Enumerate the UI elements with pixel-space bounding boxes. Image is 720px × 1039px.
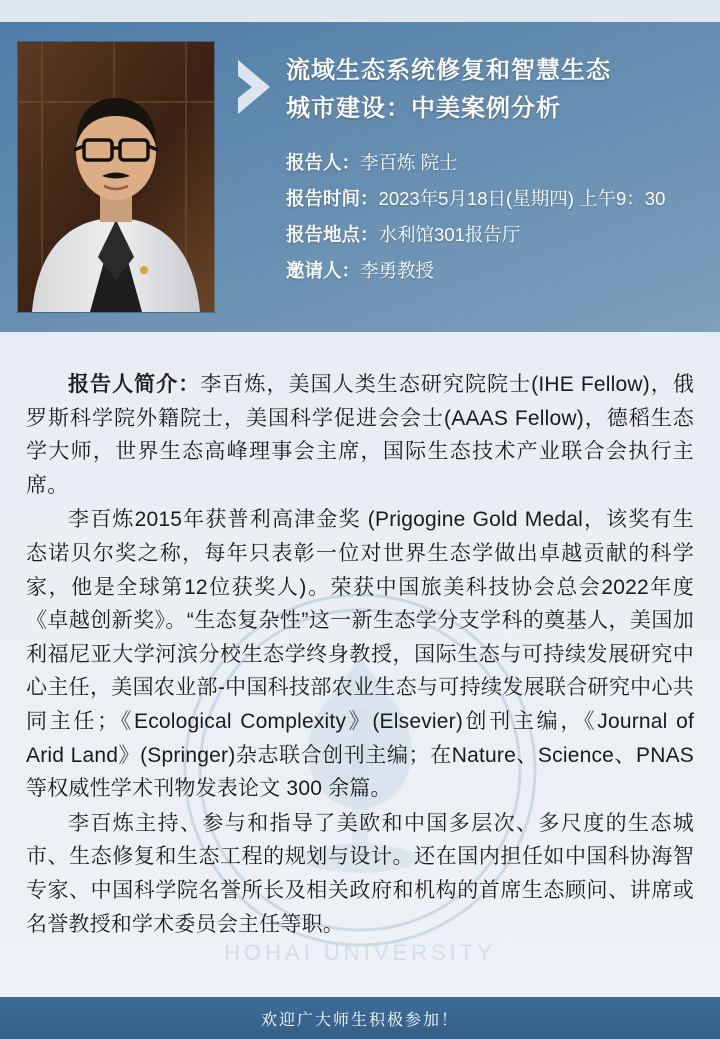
- poster-body: [0, 350, 720, 942]
- meta-value-host: 李勇教授: [360, 259, 435, 281]
- poster-header: [0, 22, 720, 332]
- poster-footer: [0, 997, 720, 1039]
- talk-meta-list: [286, 145, 702, 289]
- speaker-portrait-photo: [18, 42, 214, 312]
- bio-paragraph-2: 李百炼2015年获普利高津金奖 (Prigogine Gold Medal，该奖有生态诺贝尔奖之称，每年只表彰一位对世界生态学做出卓越贡献的科学家，他是全球第12位获奖人)。荣获中国旅美科技协会总会2022年度《卓越创新奖》。“生态复杂性”这一新生态学分支学科的奠基人，美国加利福尼亚大学河滨分校生态学终身教授，国际生态与可持续发展研究中心主任，美国农业部-中国科技部农业生态与可持续发展联合研究中心共同主任；《Ecological Complexity》(Elsevier)创刊主编，《Journal of Arid Land》(Springer)杂志联合创刊主编；在Nature、Science、PNAS等权威性学术刊物发表论文 300 余篇。: [26, 508, 694, 801]
- svg-text:HOHAI UNIVERSITY: HOHAI UNIVERSITY: [224, 940, 496, 965]
- chevron-right-icon: [232, 58, 276, 116]
- poster-title-line-2: 城市建设：中美案例分析: [286, 95, 561, 123]
- meta-row-speaker: [286, 145, 702, 181]
- meta-sep-location: ：: [360, 223, 379, 245]
- meta-row-host: [286, 253, 702, 289]
- meta-label-speaker: 报告人: [286, 151, 342, 173]
- meta-sep-speaker: ：: [341, 151, 361, 173]
- header-text-block: [228, 42, 702, 316]
- footer-text: 欢迎广大师生积极参加！: [260, 1011, 459, 1029]
- bio-paragraph-1-text: 李百炼，美国人类生态研究院院士(IHE Fellow)，俄罗斯科学院外籍院士，美国科学促进会会士(AAAS Fellow)，德稻生态学大师，世界生态高峰理事会主席，国际生态技术产业联合会执行主席。: [26, 373, 695, 497]
- bio-paragraph-1: [26, 368, 694, 502]
- meta-label-host: 邀请人: [286, 259, 342, 281]
- meta-sep-time: ：: [360, 187, 379, 209]
- meta-value-location: 水利馆301报告厅: [378, 223, 521, 245]
- meta-label-time: 报告时间: [286, 187, 361, 209]
- meta-value-speaker: 李百炼 院士: [360, 151, 458, 173]
- poster-title-line-1: 流域生态系统修复和智慧生态: [286, 57, 611, 84]
- meta-row-location: [286, 217, 702, 253]
- meta-label-location: 报告地点: [286, 223, 361, 245]
- bio-label-sep: ：: [178, 373, 201, 396]
- meta-value-time: 2023年5月18日(星期四) 上午9：30: [378, 187, 666, 209]
- bio-label: 报告人简介: [68, 373, 179, 396]
- meta-row-time: [286, 181, 702, 217]
- meta-sep-host: ：: [341, 259, 361, 281]
- bio-paragraph-3: 李百炼主持、参与和指导了美欧和中国多层次、多尺度的生态城市、生态修复和生态工程的规划与设计。还在国内担任如中国科协海智专家、中国科学院名誉所长及相关政府和机构的首席生态顾问、讲席或名誉教授和学术委员会主任等职。: [26, 811, 694, 936]
